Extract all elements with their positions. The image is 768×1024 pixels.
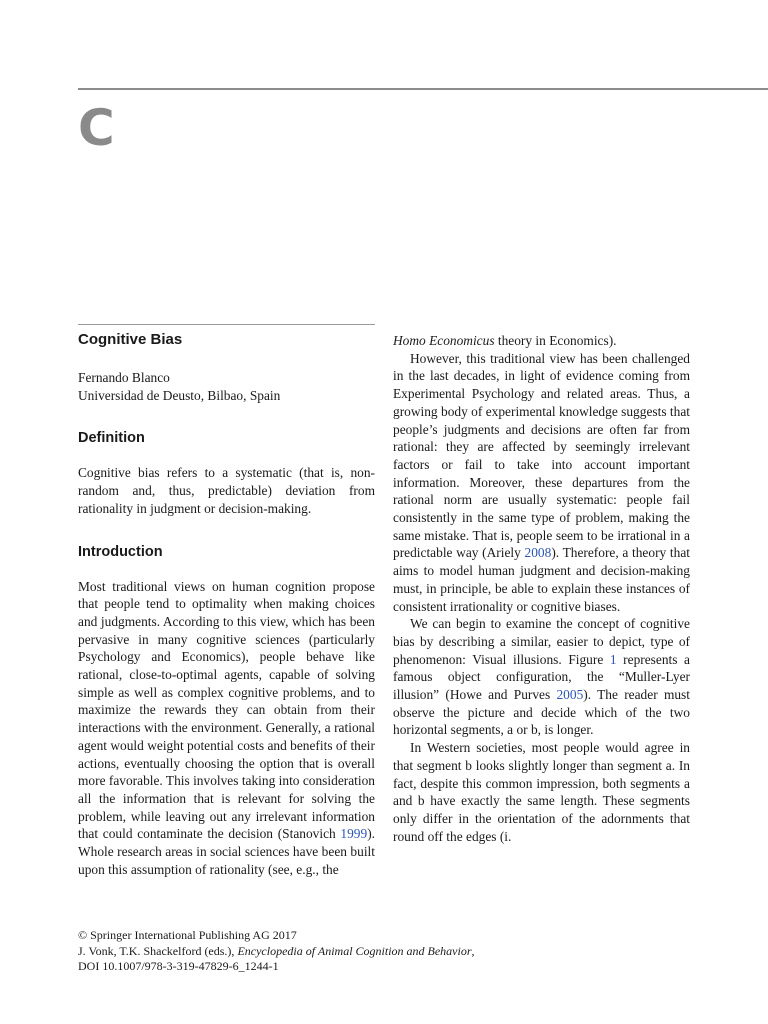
intro-paragraph-1 [78, 578, 375, 879]
p3-text-mid: represents a famous object configuration, the “Muller-Lyer illusion” (Howe and Purves [393, 651, 690, 703]
homo-economicus-term: Homo Economicus [393, 333, 495, 348]
article-title: Cognitive Bias [78, 331, 183, 348]
paragraph-4: In Western societies, most people would agree in that segment b looks slightly longer than segment a. In fact, despite this common impression, both segments a and b have exactly the same length. These segments only differ in the orientation of the adornments that round off the edges (i. [393, 740, 690, 844]
doi-line: DOI 10.1007/978-3-319-47829-6_1244-1 [78, 959, 279, 973]
citation-howe-purves-2005[interactable]: 2005 [556, 687, 584, 703]
definition-heading: Definition [78, 430, 145, 447]
citation-line [78, 943, 475, 960]
citation-ariely-2008[interactable]: 2008 [524, 545, 552, 561]
author-affiliation: Universidad de Deusto, Bilbao, Spain [78, 387, 281, 403]
book-title-comma: , [471, 943, 475, 958]
footer [78, 928, 475, 975]
figure-1-link[interactable]: 1 [609, 651, 617, 667]
citation-stanovich-1999[interactable]: 1999 [340, 826, 368, 842]
intro-paragraph-1-continued [393, 332, 690, 350]
intro-p1-text-cont: ). Whole research areas in social sciences have been built upon this assumption of rationality (see, e.g., the [78, 826, 375, 877]
top-rule [78, 88, 768, 90]
right-column [393, 332, 690, 845]
p3-text-cont: ). The reader must observe the picture and decide which of the two horizontal segments, a or b, is longer. [393, 687, 690, 738]
paragraph-3 [393, 615, 690, 739]
left-column [78, 330, 375, 878]
section-letter: C [78, 99, 115, 157]
intro-p1-text: Most traditional views on human cognition propose that people tend to optimality when making choices and judgments. According to this view, which has been pervasive in many cognitive sciences (particularly Psychology and Economics), people behave like rational, close-to-optimal agents, capable of solving simple as well as complex cognitive problems, and to maximize the rewards they can obtain from their interactions with the environment. Generally, a rational agent would weight potential costs and benefits of their actions, eventually choosing the option that is overall more favorable. This involves taking into consideration all the information that is relevant for solving the problem, while leaving out any irrelevant information that could contaminate the decision (Stanovich [78, 578, 375, 842]
author-name: Fernando Blanco [78, 370, 170, 385]
book-title: Encyclopedia of Animal Cognition and Behavior [237, 943, 472, 958]
editors-text: J. Vonk, T.K. Shackelford (eds.), [78, 943, 238, 958]
title-rule [78, 324, 375, 325]
p2-text-cont: ). Therefore, a theory that aims to model human judgment and decision-making must, in principle, be able to explain these instances of consistent irrationality or cognitive biases. [393, 545, 690, 614]
intro-p1-end: theory in Economics). [494, 333, 617, 348]
p2-text: However, this traditional view has been challenged in the last decades, in light of evidence coming from Experimental Psychology and related areas. Thus, a growing body of experimental knowledge suggests that people’s judgments and decisions are often far from rational: they are affected by seemingly irrelevant factors or fail to take into account important information. Moreover, these departures from the rational norm are usually systematic: people fail consistently in the same type of problem, making the same mistake. That is, people seem to be irrational in a predictable way (Ariely [393, 350, 690, 561]
definition-paragraph: Cognitive bias refers to a systematic (that is, non-random and, thus, predictable) deviation from rationality in judgment or decision-making. [78, 465, 375, 516]
copyright-line: © Springer International Publishing AG 2017 [78, 928, 297, 942]
paragraph-2 [393, 350, 690, 616]
introduction-heading: Introduction [78, 543, 163, 560]
p3-text: We can begin to examine the concept of cognitive bias by describing a similar, easier to depict, type of phenomenon: Visual illusions. Figure [393, 616, 690, 667]
